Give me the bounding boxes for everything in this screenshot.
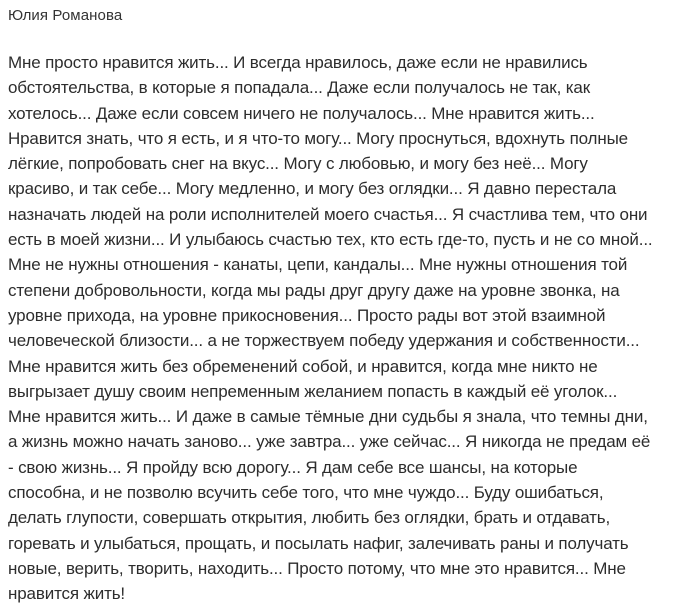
post-text-line: уровне прихода, на уровне прикосновения... Просто рады вот этой взаимной: [8, 305, 606, 325]
post-text-line: горевать и улыбаться, прощать, и посылать нафиг, залечивать раны и получать: [8, 533, 629, 553]
post-text-line: делать глупости, совершать открытия, любить без оглядки, брать и отдавать,: [8, 508, 611, 528]
post-text-line: Мне не нужны отношения - канаты, цепи, кандалы... Мне нужны отношения той: [8, 255, 628, 275]
post-text: [8, 50, 696, 607]
post-text-line: степени добровольности, когда мы рады друг другу даже на уровне звонка, на: [8, 280, 620, 300]
post-text-line: лёгкие, попробовать снег на вкус... Могу с любовью, и могу без неё... Могу: [8, 154, 588, 174]
post-text-line: - свою жизнь... Я пройду всю дорогу... Я дам себе все шансы, на которые: [8, 457, 578, 477]
post-text-line: человеческой близости... а не торжествуем победу удержания и собственности...: [8, 331, 640, 351]
post-text-line: Мне нравится жить... И даже в самые тёмные дни судьбы я знала, что темны дни,: [8, 407, 648, 427]
post-text-line: красиво, и так себе... Могу медленно, и могу без оглядки... Я давно перестала: [8, 179, 617, 199]
post-text-line: способна, и не позволю всучить себе того, что мне чуждо... Буду ошибаться,: [8, 483, 604, 503]
post-text-line: назначать людей на роли исполнителей моего счастья... Я счастлива тем, что они: [8, 204, 648, 224]
post-text-line: Мне нравится жить без обременений собой, и нравится, когда мне никто не: [8, 356, 598, 376]
post-text-line: а жизнь можно начать заново... уже завтра... уже сейчас... Я никогда не предам её: [8, 432, 651, 452]
post-text-line: обстоятельства, в которые я попадала... Даже если получалось не так, как: [8, 78, 590, 98]
post-text-line: есть в моей жизни... И улыбаюсь счастью тех, кто есть где-то, пусть и не со мной...: [8, 230, 653, 250]
post-text-line: Нравится знать, что я есть, и я что-то могу... Могу проснуться, вдохнуть полные: [8, 128, 628, 148]
post-text-line: Мне просто нравится жить... И всегда нравилось, даже если не нравились: [8, 53, 588, 72]
post-text-line: хотелось... Даже если совсем ничего не получалось... Мне нравится жить...: [8, 103, 595, 123]
post-text-line: новые, верить, творить, находить... Просто потому, что мне это нравится... Мне: [8, 558, 626, 578]
post-text-line: нравится жить!: [8, 584, 125, 604]
post-text-line: выгрызает душу своим непременным желанием попасть в каждый её уголок...: [8, 381, 618, 401]
post-author[interactable]: Юлия Романова: [8, 7, 123, 24]
